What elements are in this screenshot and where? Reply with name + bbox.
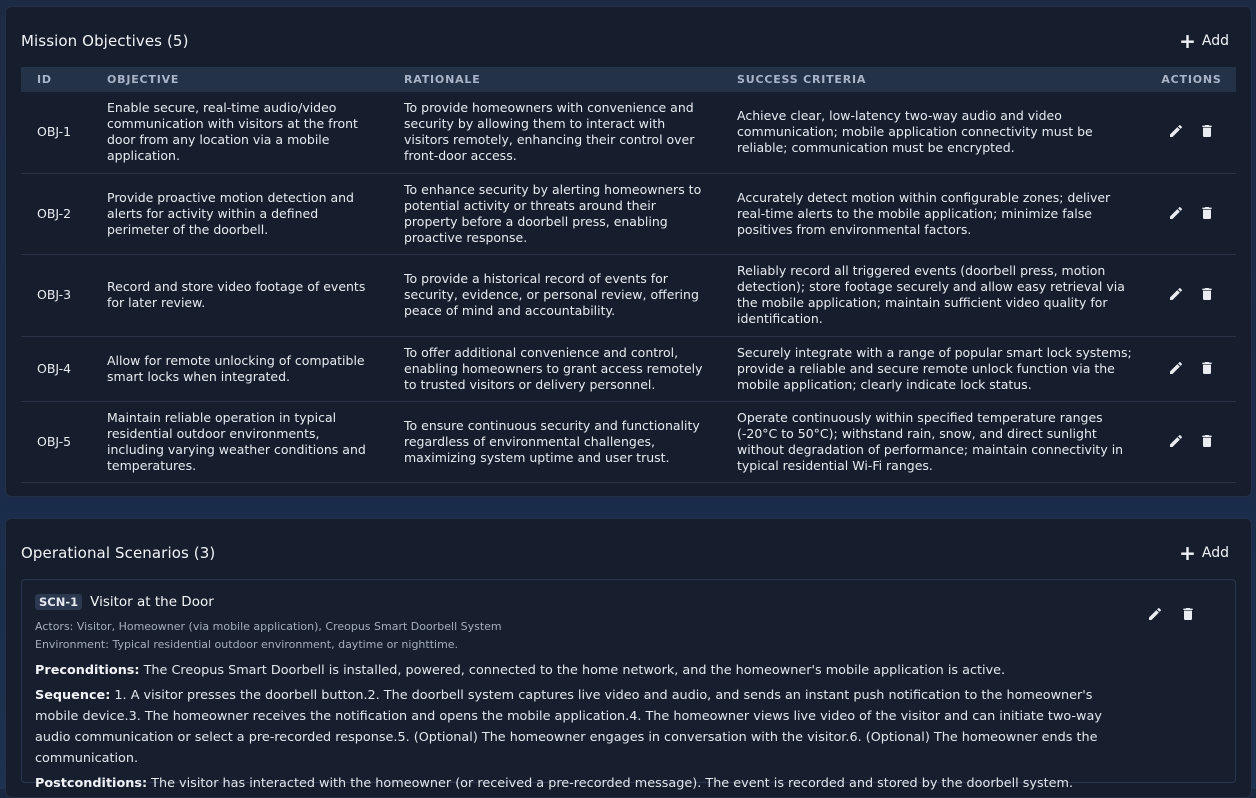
scenario-card (21, 579, 1236, 791)
row-actions (1147, 336, 1236, 401)
table-row (21, 173, 1236, 254)
scenario-heading (35, 594, 214, 610)
objective-id: OBJ-2 (21, 173, 91, 254)
scenario-actors: Actors: Visitor, Homeowner (via mobile application), Creopus Smart Doorbell System (35, 620, 502, 633)
scenario-sequence (35, 685, 1125, 769)
row-actions (1147, 401, 1236, 482)
objective-id: OBJ-3 (21, 254, 91, 336)
trash-icon[interactable] (1198, 433, 1216, 451)
pencil-icon[interactable] (1147, 606, 1165, 624)
add-scenario-button[interactable] (1175, 541, 1233, 565)
sequence-label: Sequence: (35, 688, 111, 703)
preconditions-text: The Creopus Smart Doorbell is installed, powered, connected to the home network, and the homeowner's mobile application is active. (139, 663, 1006, 678)
trash-icon[interactable] (1198, 123, 1216, 141)
trash-icon[interactable] (1198, 360, 1216, 378)
objectives-header (21, 27, 1233, 55)
pencil-icon[interactable] (1167, 205, 1185, 223)
operational-scenarios-panel (5, 518, 1252, 798)
column-header-rationale: RATIONALE (404, 73, 481, 86)
preconditions-label: Preconditions: (35, 663, 140, 678)
postconditions-text: The visitor has interacted with the homeowner (or received a pre-recorded message). The event is recorded and stored by the doorbell system. (147, 776, 1074, 791)
add-scenario-label: Add (1201, 545, 1229, 561)
success-criteria-text: Accurately detect motion within configurable zones; deliver real-time alerts to the mobile application; minimize false positives from environmental factors. (721, 173, 1147, 254)
row-actions (1147, 173, 1236, 254)
scenario-postconditions (35, 773, 1125, 794)
scenarios-header (21, 539, 1233, 567)
column-header-success-criteria: SUCCESS CRITERIA (737, 73, 867, 86)
scenarios-title: Operational Scenarios (3) (21, 544, 216, 562)
trash-icon[interactable] (1198, 205, 1216, 223)
objective-id: OBJ-5 (21, 401, 91, 482)
scenario-body (35, 660, 1125, 798)
pencil-icon[interactable] (1167, 360, 1185, 378)
scenario-preconditions (35, 660, 1125, 681)
rationale-text: To provide homeowners with convenience and security by allowing them to interact with visitors remotely, enhancing their control over front-door access. (388, 92, 721, 173)
objective-id: OBJ-1 (21, 92, 91, 173)
add-objective-button[interactable] (1175, 29, 1233, 53)
scenario-environment: Environment: Typical residential outdoor environment, daytime or nighttime. (35, 638, 459, 651)
column-header-actions: ACTIONS (1161, 73, 1222, 86)
rationale-text: To enhance security by alerting homeowners to potential activity or threats around their property before a doorbell press, enabling proactive response. (388, 173, 721, 254)
postconditions-label: Postconditions: (35, 776, 148, 791)
success-criteria-text: Reliably record all triggered events (doorbell press, motion detection); store footage securely and allow easy retrieval via the mobile application; maintain sufficient video quality for identification. (721, 254, 1147, 336)
objective-text: Allow for remote unlocking of compatible smart locks when integrated. (91, 336, 388, 401)
objective-id: OBJ-4 (21, 336, 91, 401)
success-criteria-text: Achieve clear, low-latency two-way audio and video communication; mobile application connectivity must be reliable; communication must be encrypted. (721, 92, 1147, 173)
row-actions (1147, 92, 1236, 173)
table-row (21, 336, 1236, 401)
pencil-icon[interactable] (1167, 433, 1185, 451)
mission-objectives-panel (5, 6, 1252, 497)
scenario-title: Visitor at the Door (90, 594, 214, 610)
objective-text: Enable secure, real-time audio/video communication with visitors at the front door from any location via a mobile application. (91, 92, 388, 173)
plus-icon: + (1179, 541, 1196, 565)
column-header-objective: OBJECTIVE (107, 73, 180, 86)
scenario-actions (1142, 604, 1203, 624)
pencil-icon[interactable] (1167, 123, 1185, 141)
pencil-icon[interactable] (1167, 286, 1185, 304)
table-row (21, 401, 1236, 482)
row-actions (1147, 254, 1236, 336)
objectives-title: Mission Objectives (5) (21, 32, 189, 50)
rationale-text: To offer additional convenience and control, enabling homeowners to grant access remotely to trusted visitors or delivery personnel. (388, 336, 721, 401)
sequence-text: 1. A visitor presses the doorbell button.2. The doorbell system captures live video and audio, and sends an instant push notification to the homeowner's mobile device.3. The homeowner receives the notification and opens the mobile application.4. The homeowner views live video of the visitor and can initiate two-way audio communication or select a pre-recorded response.5. (Optional) The homeowner engages in conversation with the visitor.6. (Optional) The homeowner ends the communication. (35, 688, 1102, 766)
rationale-text: To ensure continuous security and functionality regardless of environmental challenges, maximizing system uptime and user trust. (388, 401, 721, 482)
scenario-id-badge: SCN-1 (35, 594, 82, 610)
rationale-text: To provide a historical record of events for security, evidence, or personal review, offering peace of mind and accountability. (388, 254, 721, 336)
success-criteria-text: Operate continuously within specified temperature ranges (-20°C to 50°C); withstand rain, snow, and direct sunlight without degradation of performance; maintain connectivity in typical residential Wi-Fi ranges. (721, 401, 1147, 482)
success-criteria-text: Securely integrate with a range of popular smart lock systems; provide a reliable and secure remote unlock function via the mobile application; clearly indicate lock status. (721, 336, 1147, 401)
table-row (21, 254, 1236, 336)
add-objective-label: Add (1201, 33, 1229, 49)
table-row (21, 92, 1236, 173)
objectives-table (21, 67, 1236, 483)
trash-icon[interactable] (1198, 286, 1216, 304)
table-header-row (21, 67, 1236, 92)
column-header-id: ID (37, 73, 52, 86)
plus-icon: + (1179, 29, 1196, 53)
objective-text: Record and store video footage of events for later review. (91, 254, 388, 336)
trash-icon[interactable] (1180, 606, 1198, 624)
objective-text: Provide proactive motion detection and alerts for activity within a defined perimeter of the doorbell. (91, 173, 388, 254)
objective-text: Maintain reliable operation in typical residential outdoor environments, including varying weather conditions and temperatures. (91, 401, 388, 482)
